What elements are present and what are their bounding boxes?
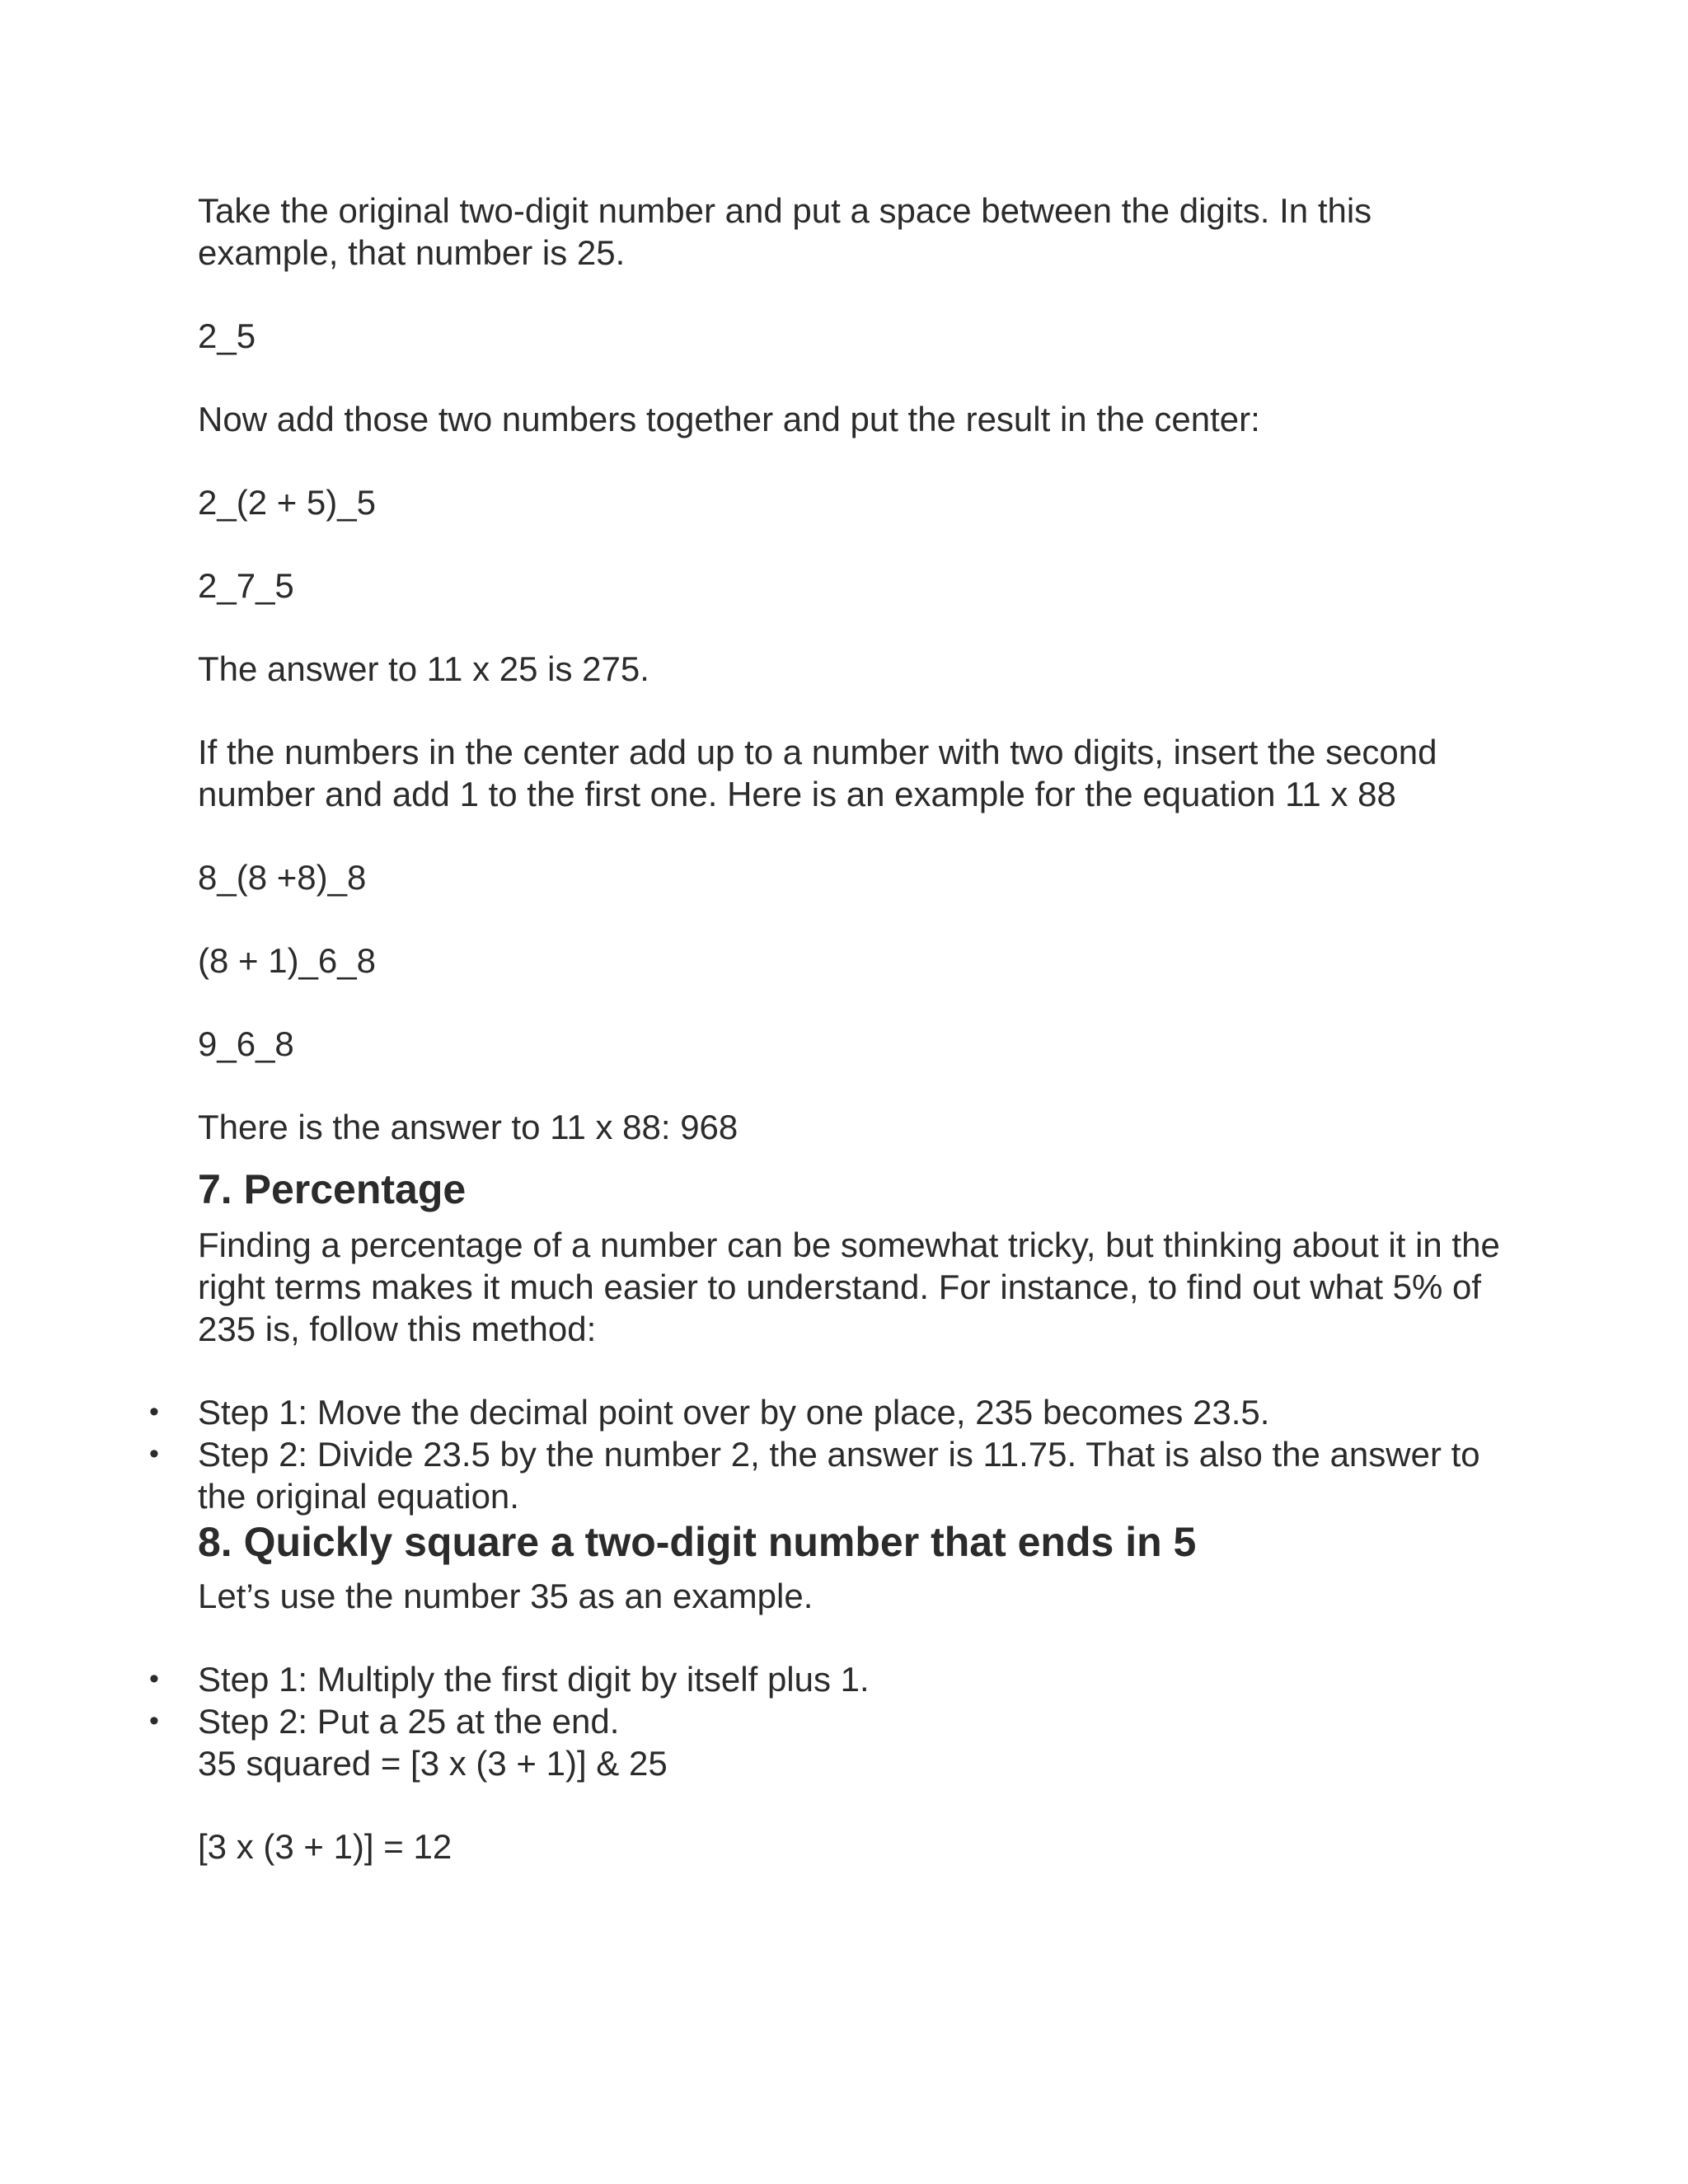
percentage-step-2: Step 2: Divide 23.5 by the number 2, the answer is 11.75. That is also the answer to the original equation.	[198, 1435, 1480, 1516]
paragraph-two-digit-carry: If the numbers in the center add up to a number with two digits, insert the second number and add 1 to the first one. Here is an example for the equation 11 x 88	[198, 733, 1447, 813]
square-steps-list	[149, 1658, 1517, 1784]
paragraph-instruction: Take the original two-digit number and put a space between the digits. In this example, that number is 25.	[198, 191, 1381, 272]
square-equation: [3 x (3 + 1)] = 12	[198, 1827, 452, 1866]
example-digits: 2_5	[198, 316, 256, 355]
bullet-icon: •	[149, 1438, 159, 1469]
percentage-intro: Finding a percentage of a number can be somewhat tricky, but thinking about it in the right terms makes it much easier to understand. For instance, to find out what 5% of 235 is, follow this method:	[198, 1226, 1510, 1348]
document-body	[149, 190, 1517, 1909]
bullet-icon: •	[149, 1705, 159, 1736]
square-step-1: Step 1: Multiply the first digit by itself plus 1.	[198, 1660, 870, 1699]
section-heading-square: 8. Quickly square a two-digit number that ends in 5	[198, 1519, 1197, 1565]
answer-11x88: There is the answer to 11 x 88: 968	[198, 1108, 738, 1146]
percentage-steps-list	[149, 1391, 1517, 1517]
square-step-2: Step 2: Put a 25 at the end.	[198, 1702, 620, 1741]
example-sum-expression: 2_(2 + 5)_5	[198, 483, 376, 522]
section-heading-percentage: 7. Percentage	[198, 1166, 467, 1212]
list-item	[149, 1700, 1517, 1784]
example-88-expression: 8_(8 +8)_8	[198, 858, 367, 897]
answer-11x25: The answer to 11 x 25 is 275.	[198, 649, 649, 688]
square-intro: Let’s use the number 35 as an example.	[198, 1577, 814, 1615]
percentage-step-1: Step 1: Move the decimal point over by one place, 235 becomes 23.5.	[198, 1393, 1270, 1432]
list-item	[149, 1391, 1517, 1433]
bullet-icon: •	[149, 1396, 159, 1427]
bullet-icon: •	[149, 1663, 159, 1694]
paragraph-add-instruction: Now add those two numbers together and put the result in the center:	[198, 400, 1260, 438]
example-sum-result: 2_7_5	[198, 566, 294, 605]
list-item	[149, 1433, 1517, 1517]
square-step-2-formula: 35 squared = [3 x (3 + 1)] & 25	[198, 1744, 668, 1783]
list-item	[149, 1658, 1517, 1700]
example-88-result: 9_6_8	[198, 1024, 294, 1063]
example-88-carry: (8 + 1)_6_8	[198, 941, 376, 980]
